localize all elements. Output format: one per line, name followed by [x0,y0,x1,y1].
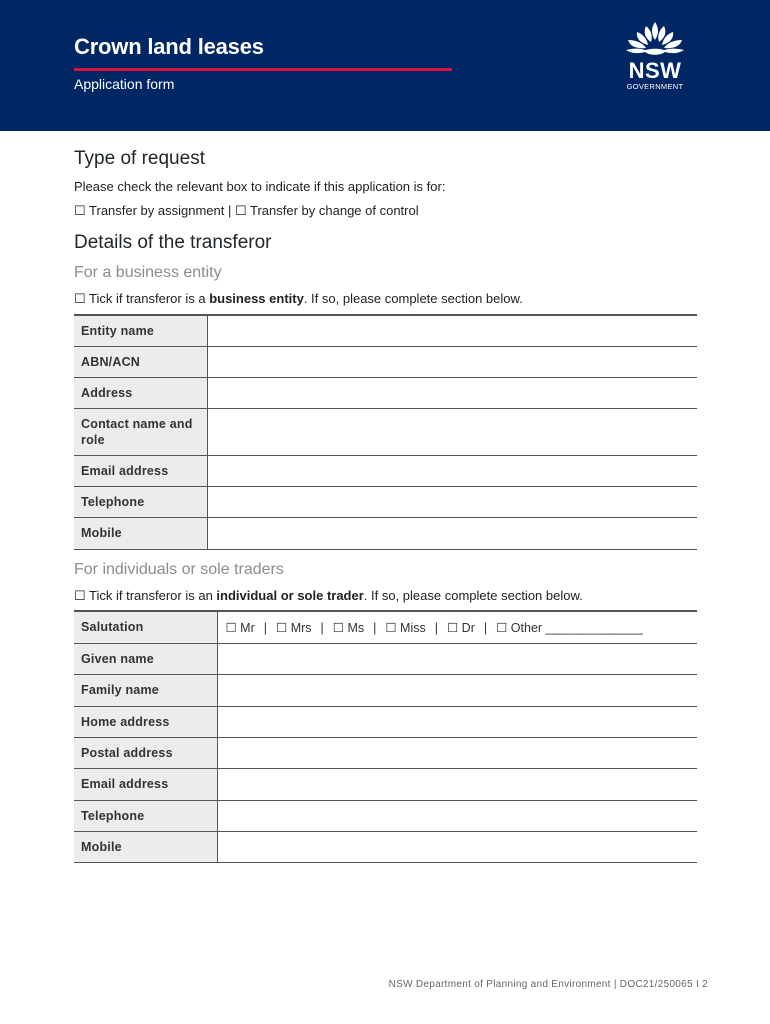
business-tick-bold: business entity [209,291,304,306]
form-subtitle: Application form [74,76,175,92]
field-label: Entity name [74,315,207,346]
mobile-field[interactable] [207,517,697,549]
nsw-government-logo [618,20,696,94]
mobile-field[interactable] [217,831,697,862]
transfer-type-options[interactable]: ☐ Transfer by assignment | ☐ Transfer by change of control [74,203,419,218]
table-row [74,455,697,486]
individual-table [74,610,697,863]
given-name-field[interactable] [217,643,697,674]
business-tick-prefix: ☐ Tick if transferor is a [74,291,210,306]
address-field[interactable] [207,377,697,408]
field-label: Home address [74,706,217,737]
postal-address-field[interactable] [217,737,697,768]
field-label: Mobile [74,831,217,862]
business-entity-table [74,314,697,550]
table-row [74,408,697,455]
table-row [74,486,697,517]
field-label: Email address [74,768,217,800]
business-entity-checkbox-line[interactable] [74,291,523,307]
table-row [74,800,697,831]
table-row [74,831,697,862]
salutation-ms-checkbox[interactable]: ☐ Ms [332,620,365,635]
individual-tick-prefix: ☐ Tick if transferor is an [74,588,217,603]
salutation-options: ☐ Mr | ☐ Mrs | ☐ Ms | ☐ Miss | ☐ Dr | ☐ Other ______________ [217,611,697,643]
table-row [74,674,697,706]
page-header [0,0,770,131]
salutation-dr-checkbox[interactable]: ☐ Dr [447,620,475,635]
family-name-field[interactable] [217,674,697,706]
field-label: Address [74,377,207,408]
business-tick-suffix: . If so, please complete section below. [303,291,523,306]
title-underline [74,68,452,71]
field-label: Telephone [74,486,207,517]
individual-checkbox-line[interactable] [74,588,583,604]
logo-nsw-text: NSW [628,58,682,83]
table-row [74,768,697,800]
type-of-request-instruction: Please check the relevant box to indicate if this application is for: [74,179,446,194]
field-label: Email address [74,455,207,486]
logo-government-text: GOVERNMENT [626,82,684,91]
field-label: ABN/ACN [74,346,207,377]
field-label: Postal address [74,737,217,768]
field-label: Telephone [74,800,217,831]
individuals-subheading: For individuals or sole traders [74,561,284,578]
field-label: Contact name and role [74,408,207,455]
business-entity-subheading: For a business entity [74,264,222,281]
individual-tick-suffix: . If so, please complete section below. [363,588,583,603]
table-row [74,706,697,737]
transferor-heading: Details of the transferor [74,232,272,253]
salutation-miss-checkbox[interactable]: ☐ Miss [385,620,426,635]
table-row [74,737,697,768]
type-of-request-heading: Type of request [74,148,205,169]
field-label: Salutation [74,611,217,643]
home-address-field[interactable] [217,706,697,737]
abn-acn-field[interactable] [207,346,697,377]
table-row [74,346,697,377]
field-label: Mobile [74,517,207,549]
waratah-icon [618,20,692,60]
table-row [74,315,697,346]
salutation-other-checkbox[interactable]: ☐ Other ______________ [496,620,643,635]
table-row [74,517,697,549]
table-row [74,611,697,643]
table-row [74,377,697,408]
email-field[interactable] [217,768,697,800]
page-footer: NSW Department of Planning and Environment | DOC21/250065 I 2 [388,979,708,990]
field-label: Given name [74,643,217,674]
telephone-field[interactable] [207,486,697,517]
individual-tick-bold: individual or sole trader [216,588,364,603]
telephone-field[interactable] [217,800,697,831]
email-field[interactable] [207,455,697,486]
field-label: Family name [74,674,217,706]
salutation-mr-checkbox[interactable]: ☐ Mr [225,620,255,635]
salutation-mrs-checkbox[interactable]: ☐ Mrs [276,620,312,635]
table-row [74,643,697,674]
form-title: Crown land leases [74,34,264,59]
contact-name-role-field[interactable] [207,408,697,455]
entity-name-field[interactable] [207,315,697,346]
